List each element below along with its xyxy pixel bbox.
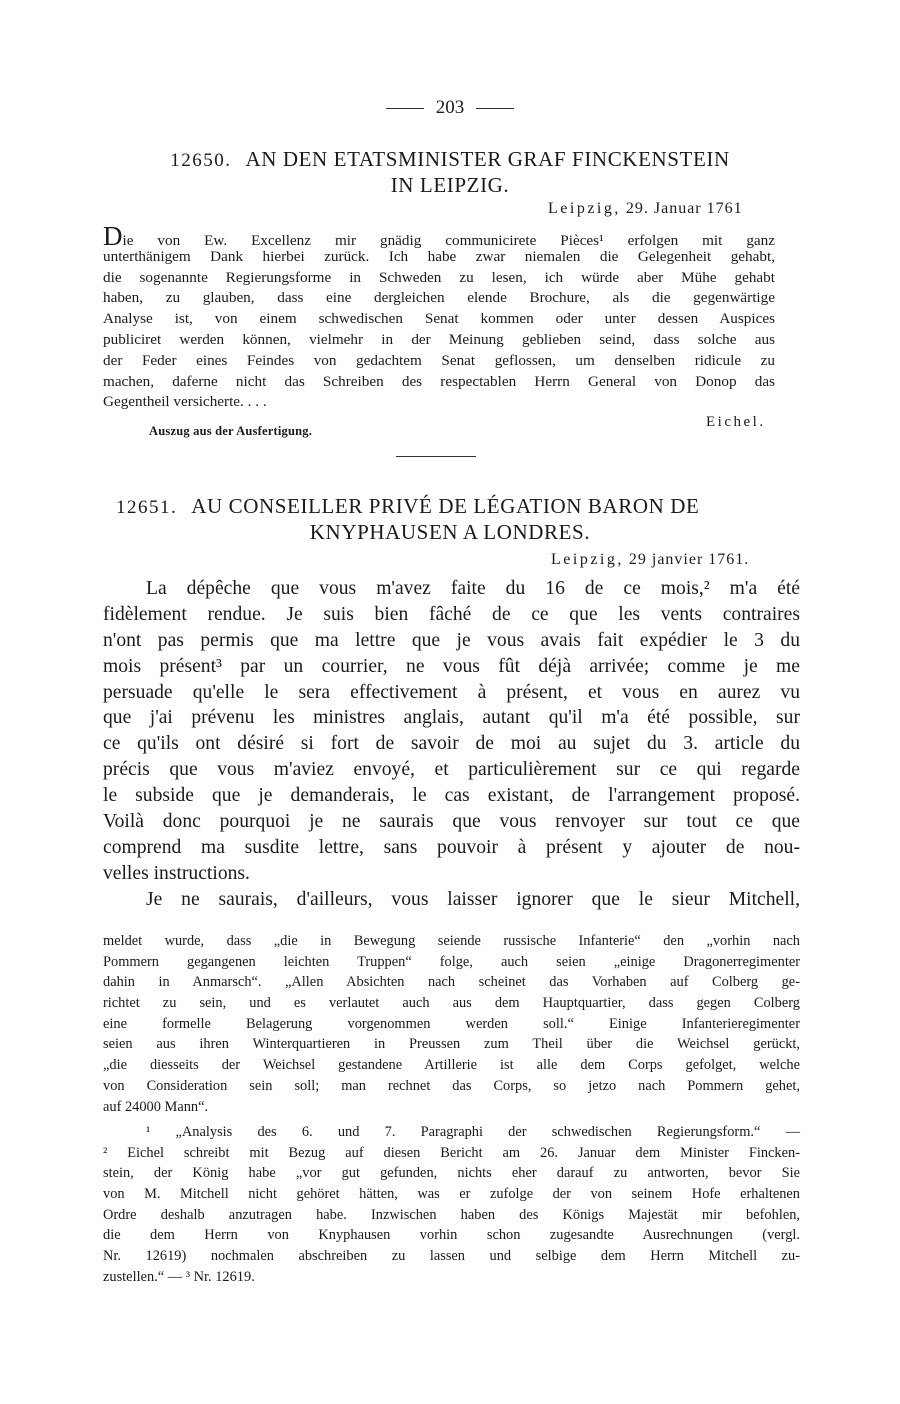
letter2-body-line: que j'ai prévenu les ministres anglais, autant qu'il m'a été possible, sur <box>103 707 800 729</box>
footnote-line: stein, der König habe „vor gut gefunden, nichts eher darauf zu antworten, bevor Sie <box>103 1165 800 1182</box>
letter2-body-line: Je ne saurais, d'ailleurs, vous laisser ignorer que le sieur Mitchell, <box>146 888 800 910</box>
letter2-body-line: le subside que je demanderais, le cas existant, de l'arrangement proposé. <box>103 785 800 807</box>
letter1-body-line: machen, daferne nicht das Schreiben des respectablen Herrn General von Donop das <box>103 372 775 390</box>
letter2-body-line: Voilà donc pourquoi je ne saurais que vous renvoyer sur tout ce que <box>103 811 800 833</box>
letter1-dropcap: D <box>103 221 123 251</box>
letter1-body-line: Gegentheil versicherte. . . . <box>103 393 267 411</box>
footnote-line: Pommern gegangenen leichten Truppen“ folge, auch seien „einige Dragonerregimenter <box>103 953 800 970</box>
letter1-dateline <box>548 200 743 218</box>
footnote-line: meldet wurde, dass „die in Bewegung seiende russische Infanterie“ den „vorhin nach <box>103 933 800 949</box>
letter2-body-line: précis que vous m'aviez envoyé, et particulièrement sur ce qui regarde <box>103 759 800 781</box>
letter1-body-line: unterthänigem Dank hierbei zurück. Ich habe zwar niemalen die Gelegenheit gehabt, <box>103 247 775 265</box>
letter2-body-line: fidèlement rendue. Je suis bien fâché de ce que les vents contraires <box>103 603 800 625</box>
footnote-line: seien aus ihren Winterquartieren in Preussen zum Theil über die Weichsel gerückt, <box>103 1036 800 1053</box>
page-number-dash-right <box>476 108 514 109</box>
page-number <box>0 97 900 119</box>
footnotes-numbered <box>103 1122 800 1288</box>
footnote-line: Nr. 12619) nochmalen abschreiben zu lassen und selbige dem Herrn Mitchell zu- <box>103 1248 800 1265</box>
letter1-heading-line2: IN LEIPZIG. <box>390 173 510 197</box>
footnote-line: eine formelle Belagerung vorgenommen werden soll.“ Einige Infanterieregimenter <box>103 1015 800 1032</box>
page-number-dash-left <box>386 108 424 109</box>
letter2-body-line: persuade qu'elle le sera effectivement à présent, et vous en aurez vu <box>103 681 800 703</box>
letter1-heading <box>0 146 900 174</box>
section-divider <box>396 456 476 457</box>
letter1-body-line: der Feder eines Feindes von gedachtem Senat geflossen, um denselben ridicule zu <box>103 351 775 369</box>
footnote-line: zustellen.“ — ³ Nr. 12619. <box>103 1268 255 1285</box>
footnote-line: dahin in Anmarsch“. „Allen Absichten nach scheinet das Vorhaben auf Colberg ge- <box>103 974 800 991</box>
letter2-heading-line2: KNYPHAUSEN A LONDRES. <box>309 520 591 544</box>
letter1-body-line: publiciret werden können, vielmehr in der Meinung geblieben seind, dass solche aus <box>103 330 775 348</box>
footnote-line: richtet zu sein, und es verlautet auch aus dem Hauptquartier, dass gegen Colberg <box>103 995 800 1012</box>
letter1-signature: Eichel. <box>706 414 766 430</box>
letter1-body-line: haben, zu glauben, dass eine dergleichen elende Brochure, als die gegenwärtige <box>103 289 775 307</box>
letter2-body-line: velles instructions. <box>103 862 250 884</box>
letter2-date: 29 janvier 1761. <box>628 551 750 568</box>
letter1-body-line: Die von Ew. Excellenz mir gnädig communicirete Pièces¹ erfolgen mit ganz <box>103 221 775 251</box>
letter1-heading-line1: AN DEN ETATSMINISTER GRAF FINCKENSTEIN <box>245 147 730 171</box>
letter2-heading <box>116 493 788 521</box>
footnote-line: Ordre deshalb anzutragen habe. Inzwischen haben des Königs Majestät mir befohlen, <box>103 1206 800 1223</box>
footnote-continuation <box>103 931 800 1117</box>
letter1-body-line: die sogenannte Regierungsforme in Schweden zu lesen, ich würde aber Mühe gehabt <box>103 268 775 286</box>
letter2-body <box>103 576 800 913</box>
letter1-date: 29. Januar 1761 <box>625 200 743 217</box>
letter2-body-line: ce qu'ils ont désiré si fort de savoir de moi au sujet du 3. article du <box>103 733 800 755</box>
page-number-text: 203 <box>435 97 465 118</box>
letter2-dateline <box>551 551 749 569</box>
letter1-body-line: Analyse ist, von einem schwedischen Senat kommen oder unter dessen Auspices <box>103 310 775 328</box>
letter2-body-line: mois présent³ par un courrier, ne vous fût déjà arrivée; comme je me <box>103 655 800 677</box>
letter2-date-place: Leipzig, <box>551 551 624 568</box>
footnote-line: die dem Herrn von Knyphausen vorhin schon zugesandte Ausrechnungen (vergl. <box>103 1227 800 1244</box>
letter2-body-line: La dépêche que vous m'avez faite du 16 de ce mois,² m'a été <box>146 578 800 599</box>
footnote-line: von M. Mitchell nicht gehöret hätten, was er zufolge der von seinem Hofe erhaltenen <box>103 1186 800 1203</box>
letter2-heading-line1: AU CONSEILLER PRIVÉ DE LÉGATION BARON DE <box>191 494 700 518</box>
letter2-body-line: n'ont pas permis que ma lettre que je vous avais fait expédier le 3 du <box>103 629 800 651</box>
footnote-line: ² Eichel schreibt mit Bezug auf diesen Bericht am 26. Januar dem Minister Fincken- <box>103 1144 800 1161</box>
letter1-source-note: Auszug aus der Ausfertigung. <box>149 424 313 438</box>
footnote-line: auf 24000 Mann“. <box>103 1098 209 1115</box>
letter1-date-place: Leipzig, <box>548 200 621 217</box>
letter2-number: 12651. <box>116 497 178 518</box>
letter2-body-line: comprend ma susdite lettre, sans pouvoir à présent y ajouter de nou- <box>103 836 800 858</box>
footnote-line: ¹ „Analysis des 6. und 7. Paragraphi der schwedischen Regierungsform.“ — <box>146 1124 800 1140</box>
letter1-body <box>103 221 775 413</box>
footnote-line: „die diesseits der Weichsel gestandene Artillerie ist alle dem Corps gefolget, welche <box>103 1057 800 1074</box>
footnote-line: von Consideration sein soll; man rechnet das Corps, so jetzo nach Pommern gehet, <box>103 1077 800 1094</box>
letter1-number: 12650. <box>170 150 232 171</box>
